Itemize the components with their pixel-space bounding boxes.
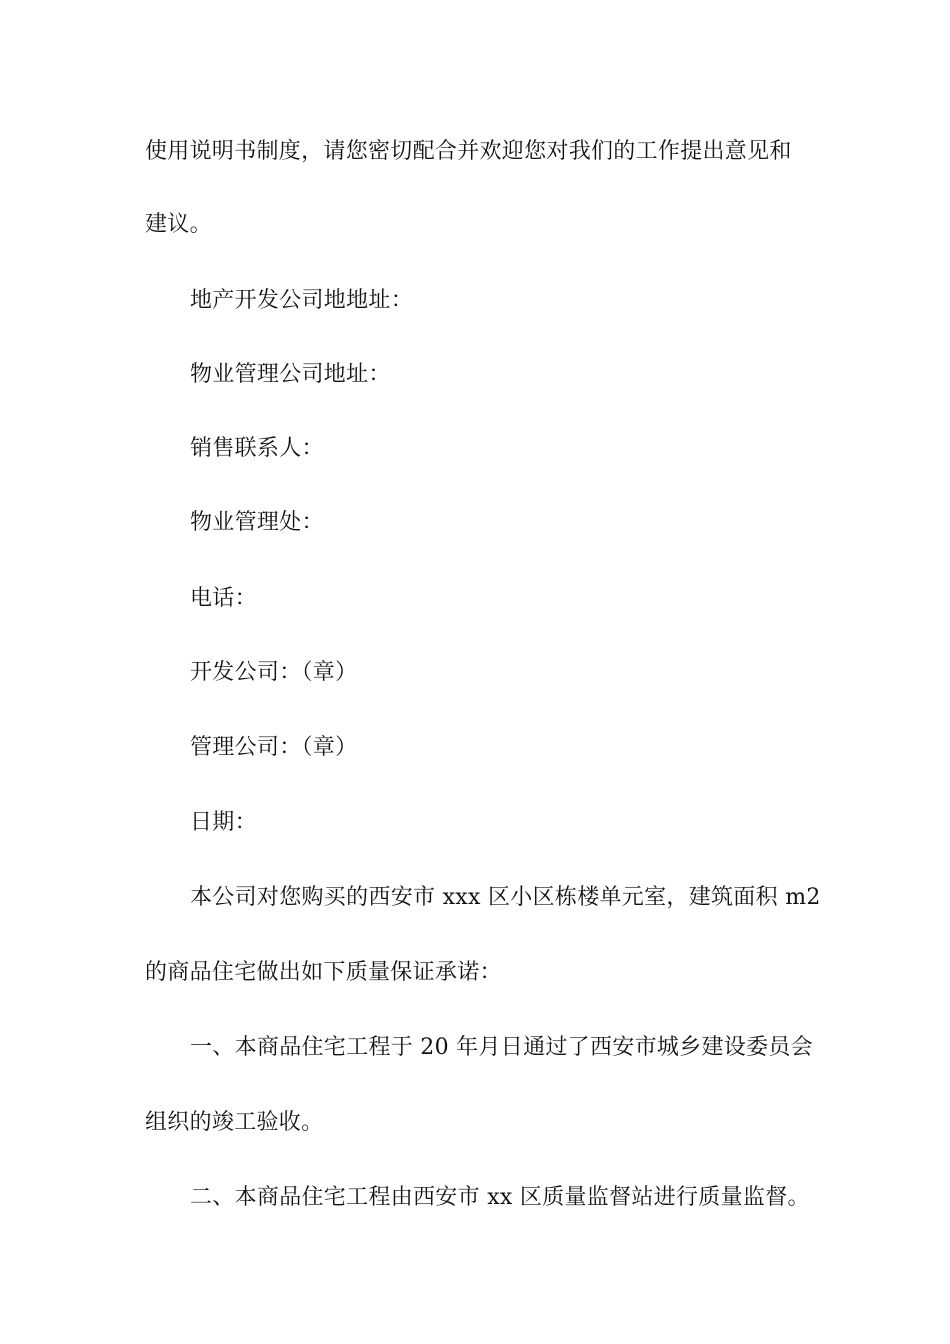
- paragraph-line: 的商品住宅做出如下质量保证承诺：: [145, 960, 502, 985]
- property-management-address-label: 物业管理公司地址：: [190, 362, 391, 387]
- paragraph-line: 组织的竣工验收。: [145, 1110, 324, 1135]
- paragraph-line: 本公司对您购买的西安市 xxx 区小区栋楼单元室，建筑面积 m2: [190, 885, 821, 910]
- management-office-label: 物业管理处：: [190, 510, 324, 535]
- developer-address-label: 地产开发公司地地址：: [190, 288, 414, 313]
- paragraph-line: 使用说明书制度，请您密切配合并欢迎您对我们的工作提出意见和: [145, 139, 792, 164]
- paragraph-line: 二、本商品住宅工程由西安市 xx 区质量监督站进行质量监督。: [190, 1185, 810, 1210]
- paragraph-line: 一、本商品住宅工程于 20 年月日通过了西安市城乡建设委员会: [190, 1035, 813, 1060]
- sales-contact-label: 销售联系人：: [190, 436, 324, 461]
- date-label: 日期：: [190, 810, 257, 835]
- developer-seal-label: 开发公司：（章）: [190, 660, 358, 685]
- phone-label: 电话：: [190, 586, 257, 611]
- management-seal-label: 管理公司：（章）: [190, 735, 358, 760]
- paragraph-line: 建议。: [145, 212, 212, 237]
